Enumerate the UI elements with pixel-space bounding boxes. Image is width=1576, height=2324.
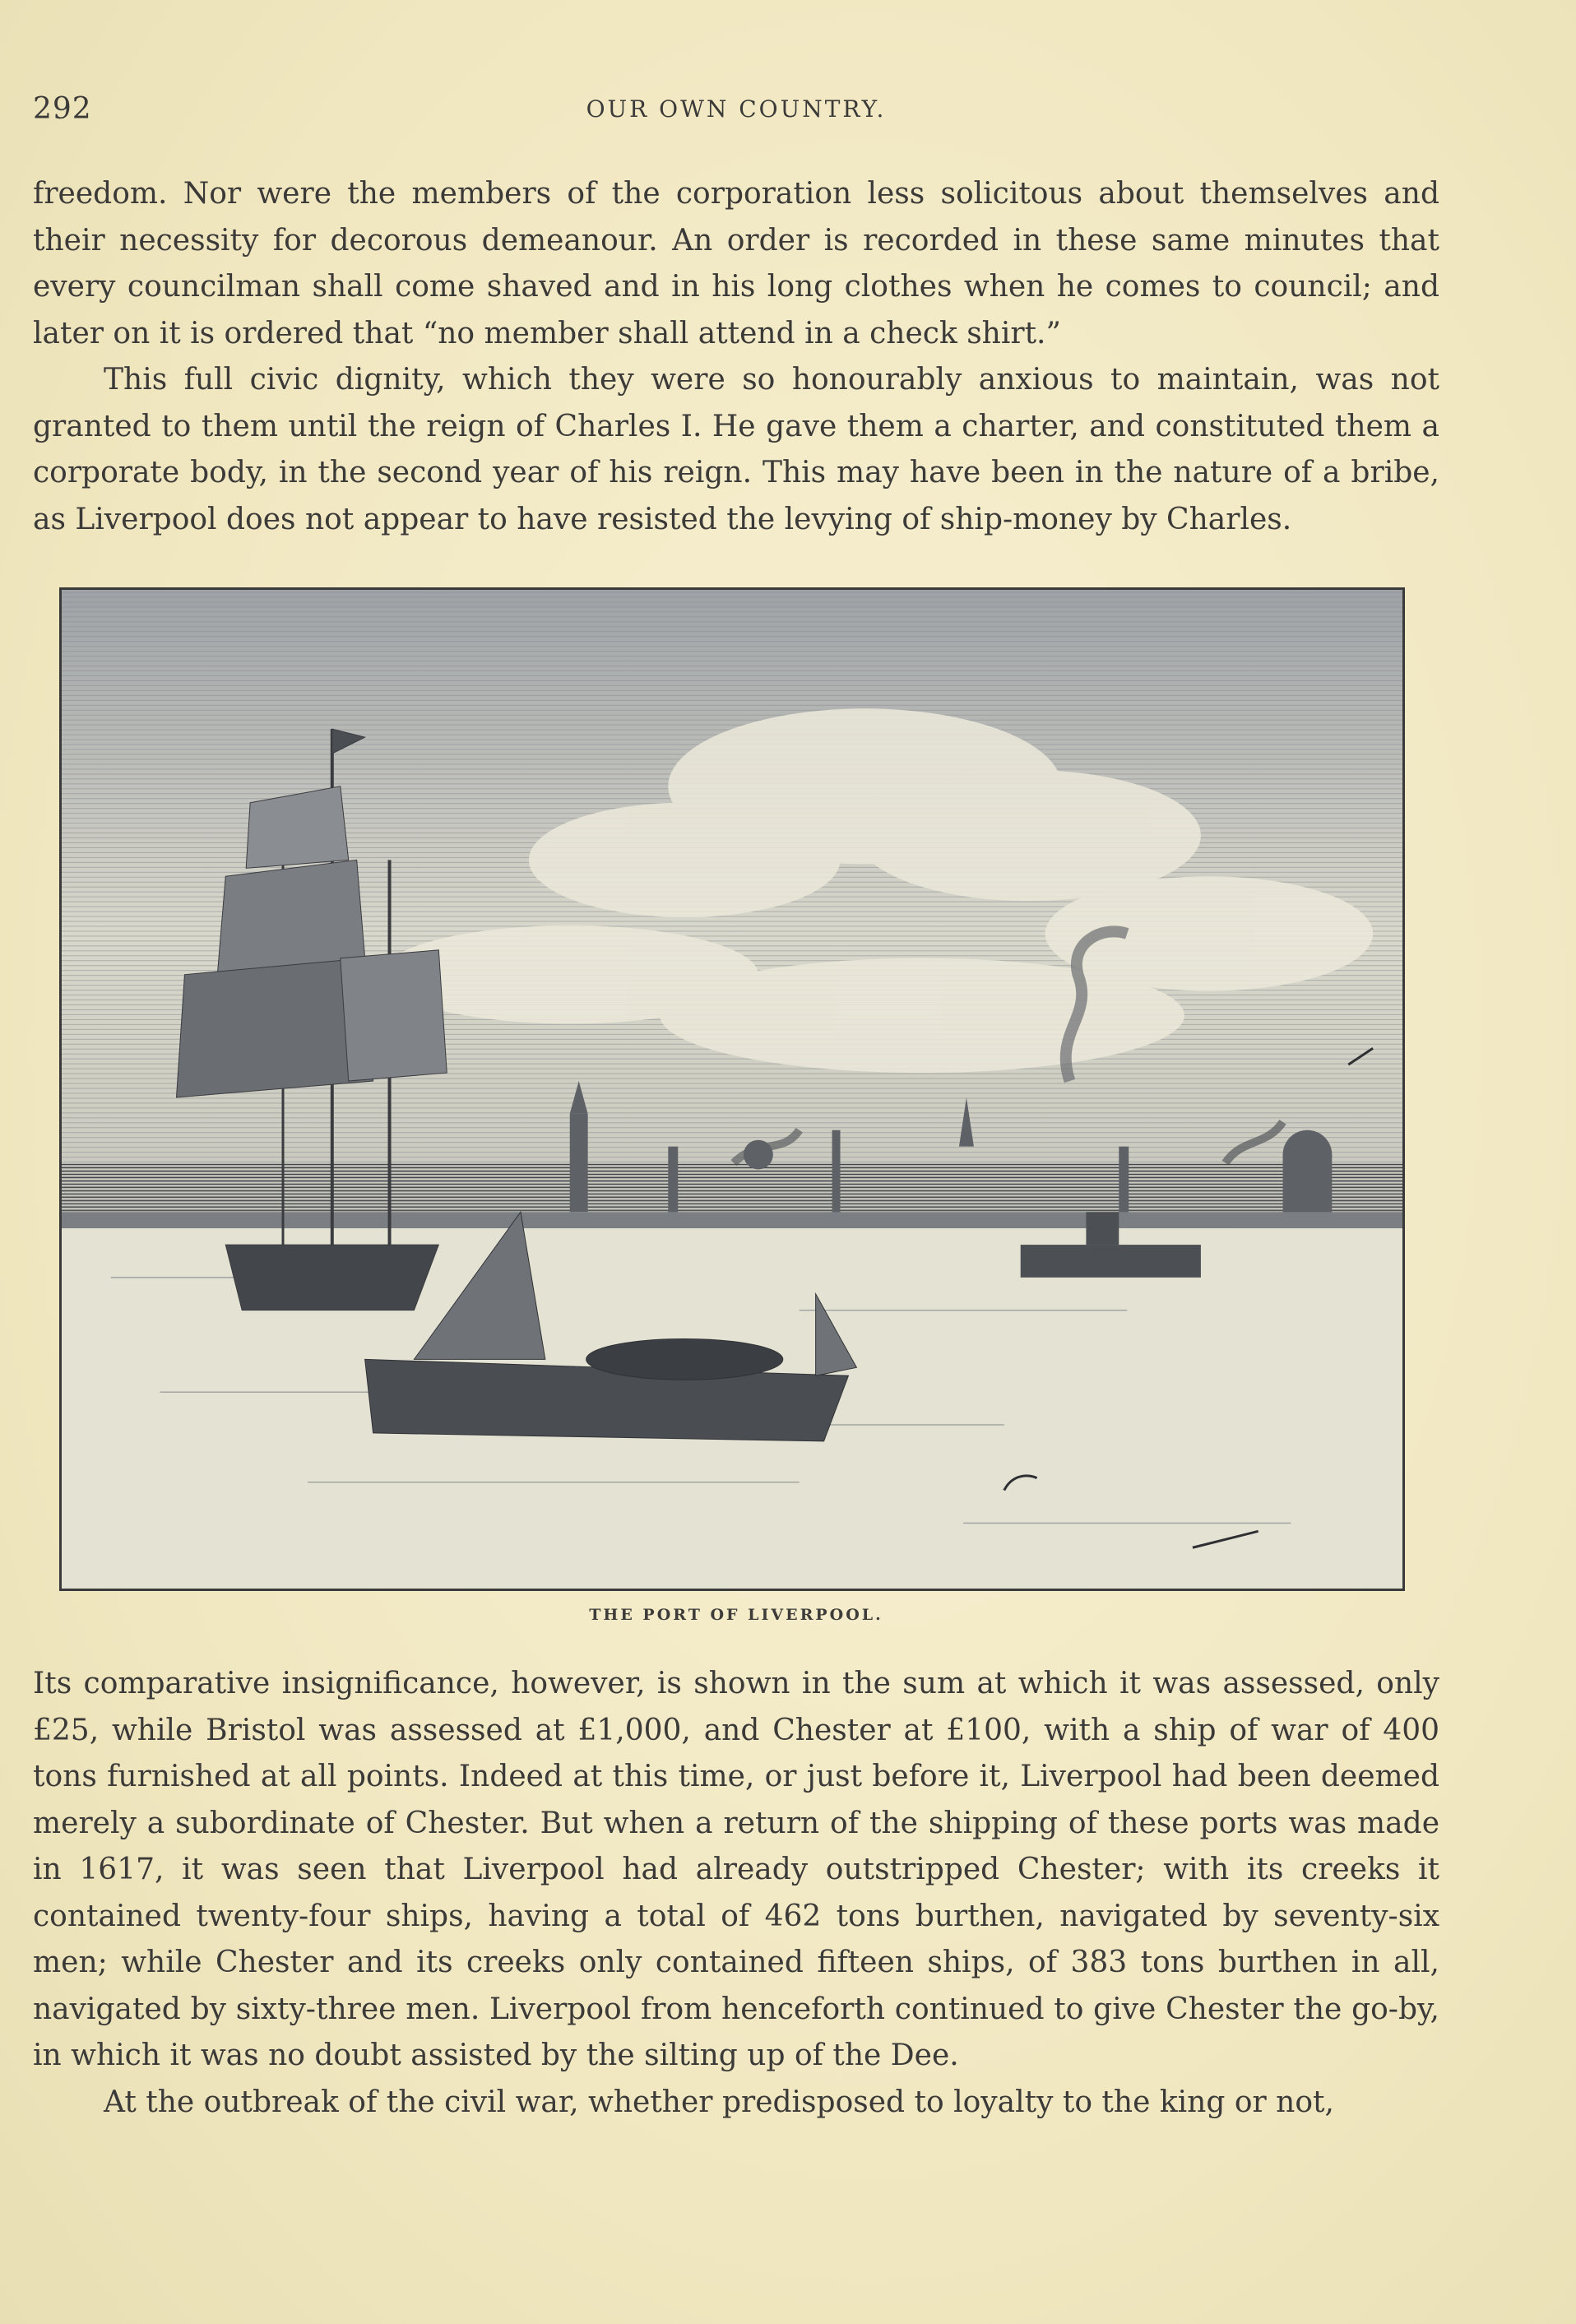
body-text-bottom: [33, 1661, 1439, 2126]
paragraph: Its comparative insignificance, however, is shown in the sum at which it was assessed, only £25, while Bristol was assessed at £1,000, and Chester at £100, with a ship of war of 400 tons furnished at all points. Indeed at this time, or just before it, Liverpool had been deemed merely a subordinate of Chester. But when a return of the shipping of these ports was made in 1617, it was seen that Liverpool had already outstripped Chester; with its creeks it contained twenty-four ships, having a total of 462 tons burthen, navigated by seventy-six men; while Chester and its creeks only contained fifteen ships, of 383 tons burthen in all, navigated by sixty-three men. Liverpool from henceforth continued to give Chester the go-by, in which it was no doubt assisted by the silting up of the Dee.: [33, 1667, 1439, 2072]
running-title: OUR OWN COUNTRY.: [586, 95, 887, 123]
running-head: [33, 92, 1439, 133]
quay: [62, 1212, 1402, 1228]
engraving-drawing: [62, 590, 1402, 1589]
paragraph: At the outbreak of the civil war, whether predisposed to loyalty to the king or not,: [104, 2085, 1334, 2119]
paragraph-continued: freedom. Nor were the members of the corporation less solicitous about themselves and their necessity for decorous demeanour. An order is recorded in these same minutes that every councilman shall come shaved and in his long clothes when he comes to council; and later on it is ordered that “no member shall attend in a check shirt.”: [33, 177, 1439, 350]
figure-caption: THE PORT OF LIVERPOOL.: [589, 1606, 883, 1624]
engraving-port-of-liverpool: [59, 587, 1405, 1591]
body-text-top: [33, 171, 1439, 543]
paragraph: This full civic dignity, which they were so honourably anxious to maintain, was not granted to them until the reign of Charles I. He gave them a charter, and constituted them a corporate body, in the second year of his reign. This may have been in the nature of a bribe, as Liverpool does not appear to have resisted the levying of ship-money by Charles.: [33, 363, 1439, 536]
page-number: 292: [33, 92, 92, 126]
